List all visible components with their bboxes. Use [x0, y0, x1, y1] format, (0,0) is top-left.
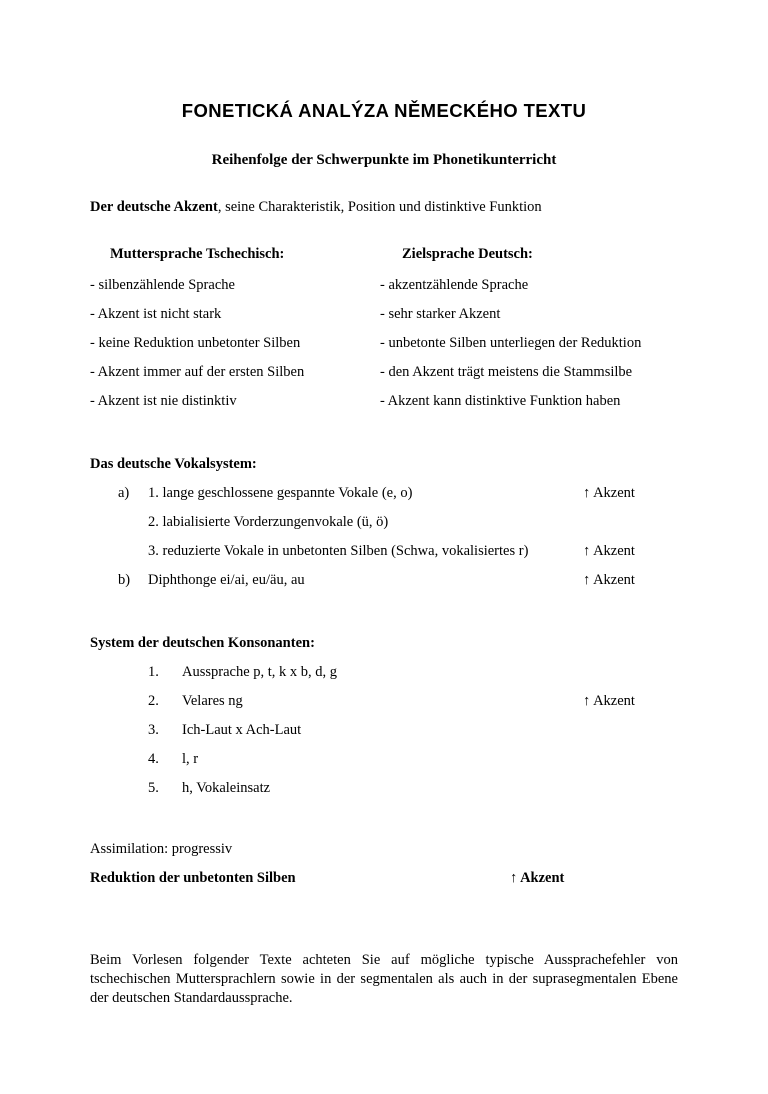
- comparison-cell-right: - sehr starker Akzent: [380, 306, 501, 322]
- akzent-annotation: ↑ Akzent: [583, 485, 635, 501]
- comparison-row: [90, 306, 678, 323]
- list-marker: 5.: [148, 780, 159, 796]
- akzent-annotation: ↑ Akzent: [583, 543, 635, 559]
- vowel-list-item: [90, 572, 678, 589]
- list-text: 3. reduzierte Vokale in unbetonten Silben (Schwa, vokalisiertes r): [148, 543, 529, 559]
- intro-bold: Der deutsche Akzent: [90, 199, 218, 215]
- comparison-cell-left: - keine Reduktion unbetonter Silben: [90, 335, 301, 351]
- assimilation-line: Assimilation: progressiv: [90, 841, 233, 857]
- page-subtitle: Reihenfolge der Schwerpunkte im Phonetikunterricht: [211, 152, 557, 168]
- page-title: FONETICKÁ ANALÝZA NĚMECKÉHO TEXTU: [181, 100, 587, 121]
- consonant-list-item: [90, 664, 678, 681]
- akzent-annotation: [583, 751, 678, 768]
- akzent-annotation: ↑ Akzent: [583, 693, 635, 709]
- comparison-cell-left: - silbenzählende Sprache: [90, 277, 235, 293]
- consonant-system-heading: System der deutschen Konsonanten:: [90, 635, 315, 651]
- comparison-cell-left: - Akzent ist nicht stark: [90, 306, 222, 322]
- comparison-cell-right: - Akzent kann distinktive Funktion haben: [380, 393, 621, 409]
- list-marker: b): [118, 572, 131, 588]
- comparison-row: [90, 364, 678, 381]
- list-marker: [118, 543, 148, 560]
- list-marker: [118, 514, 148, 531]
- list-text: Aussprache p, t, k x b, d, g: [182, 664, 338, 680]
- intro-line: [90, 199, 678, 216]
- vowel-system-heading: Das deutsche Vokalsystem:: [90, 456, 257, 472]
- comparison-headings: [90, 246, 678, 263]
- list-marker: a): [118, 485, 130, 501]
- list-text: Diphthonge ei/ai, eu/äu, au: [148, 572, 305, 588]
- comparison-cell-right: - akzentzählende Sprache: [380, 277, 529, 293]
- comparison-row: [90, 335, 678, 352]
- closing-paragraph: Beim Vorlesen folgender Texte achteten Sie auf mögliche typische Aussprachefehler von tschechischen Muttersprachlern sowie in der segmentalen als auch in der suprasegmentalen Ebene der deutschen Standardaussprache.: [90, 952, 678, 1007]
- comparison-cell-left: - Akzent ist nie distinktiv: [90, 393, 237, 409]
- list-text: Ich-Laut x Ach-Laut: [182, 722, 302, 738]
- document-page: [0, 100, 768, 1094]
- list-marker: 4.: [148, 751, 159, 767]
- comparison-cell-left: - Akzent immer auf der ersten Silben: [90, 364, 305, 380]
- comparison-block: [90, 246, 678, 410]
- akzent-annotation: ↑ Akzent: [583, 572, 635, 588]
- reduction-line: [90, 870, 678, 887]
- comparison-row: [90, 277, 678, 294]
- list-marker: 3.: [148, 722, 159, 738]
- intro-rest: , seine Charakteristik, Position und distinktive Funktion: [217, 199, 542, 215]
- consonant-list-item: [90, 780, 678, 797]
- list-text: l, r: [182, 751, 199, 767]
- list-text: 2. labialisierte Vorderzungenvokale (ü, ö): [148, 514, 389, 530]
- list-marker: 2.: [148, 693, 159, 709]
- consonant-list-item: [90, 722, 678, 739]
- akzent-annotation: [583, 514, 678, 531]
- list-text: Velares ng: [182, 693, 243, 709]
- vowel-list-item: [90, 543, 678, 560]
- akzent-annotation: [583, 664, 678, 681]
- list-text: 1. lange geschlossene gespannte Vokale (e, o): [148, 485, 413, 501]
- comparison-row: [90, 393, 678, 410]
- akzent-annotation: ↑ Akzent: [510, 870, 565, 886]
- consonant-list-item: [90, 751, 678, 768]
- vowel-list-item: [90, 514, 678, 531]
- list-text: h, Vokaleinsatz: [182, 780, 271, 796]
- comparison-cell-right: - den Akzent trägt meistens die Stammsilbe: [380, 364, 633, 380]
- reduction-text: Reduktion der unbetonten Silben: [90, 870, 296, 886]
- comparison-heading-left: Muttersprache Tschechisch:: [110, 246, 285, 262]
- consonant-list-item: [90, 693, 678, 710]
- vowel-list-item: [90, 485, 678, 502]
- comparison-cell-right: - unbetonte Silben unterliegen der Reduktion: [380, 335, 642, 351]
- list-marker: 1.: [148, 664, 159, 680]
- akzent-annotation: [583, 780, 678, 797]
- akzent-annotation: [583, 722, 678, 739]
- comparison-heading-right: Zielsprache Deutsch:: [402, 246, 533, 262]
